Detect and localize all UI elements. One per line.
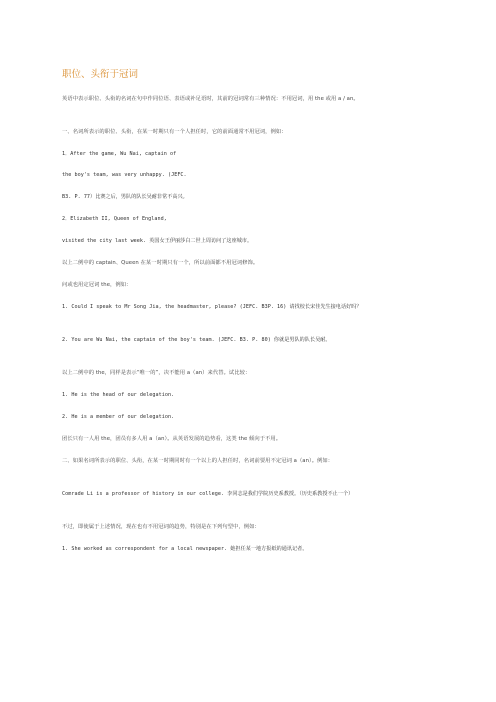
example-line: visited the city last week. 英国女王伊丽莎白二世上周访问了这座城市。 bbox=[62, 238, 253, 244]
explanation-paragraph: 以上二例中的 captain、Queen 在某一时期只有一个，所以前面都不用冠词修饰。 bbox=[62, 260, 259, 266]
paragraph-section-one: 一、名词所表示的职位、头衔，在某一时期只有一个人担任时，它的前面通常不用冠词，例如： bbox=[62, 129, 287, 135]
example-paragraph: 2. You are Wu Nai, the captain of the boy's team. (JEFC. B3. P. 80) 你就是男队的队长吴耐。 bbox=[62, 337, 331, 343]
example-line: 1. He is the head of our delegation. bbox=[62, 392, 175, 398]
document-title: 职位、头衔于冠词 bbox=[62, 69, 139, 80]
example-line: 1．After the game, Wu Nai, captain of bbox=[62, 151, 177, 157]
example-line: the boy's team, was very unhappy. (JEFC. bbox=[62, 172, 187, 178]
example-line: 2．Elizabeth II, Queen of England, bbox=[62, 216, 167, 222]
example-line: 1. She worked as correspondent for a local newspaper. 她担任某一地方报纸的通讯记者。 bbox=[62, 546, 308, 552]
paragraph-section-two: 二、如果名词所表示的职位、头衔，在某一时期同时有一个以上的人担任时，名词前要用不定冠词 a（an）。例如： bbox=[62, 458, 334, 464]
explanation-paragraph: 以上二例中的 the，同样是表示“唯一的”，决不能用 a（an）来代替。试比较： bbox=[62, 370, 251, 376]
explanation-paragraph: 不过，即使属于上述情况，现在也有不用冠词的趋势，特别是在下列句型中，例如： bbox=[62, 524, 260, 530]
example-line: B3. P. 77）比赛之后，男队的队长吴耐非常不高兴。 bbox=[62, 194, 188, 200]
paragraph-intro: 英语中表示职位、头衔的名词在句中作同位语、表语或补足语时，其前的冠词常有三种情况：不用冠词，用 the 或用 a / an。 bbox=[62, 96, 359, 102]
explanation-paragraph: 问或也用定冠词 the，例如： bbox=[62, 282, 132, 288]
example-line: 2. He is a member of our delegation. bbox=[62, 414, 175, 420]
explanation-paragraph: 团长只有一人用 the，团员有多人用 a（an）。从英语发展的趋势看，这类 the 倾向于不用。 bbox=[62, 436, 282, 442]
example-paragraph: Comrade Li is a professor of history in our college. 李同志是我们学院历史系教授。（历史系教授不止一个） bbox=[62, 491, 354, 497]
example-paragraph: 1. Could I speak to Mr Song Jia, the headmaster, please? (JEFC. B3P. 16) 请找校长宋佳先生接电话好吗？ bbox=[62, 304, 362, 310]
